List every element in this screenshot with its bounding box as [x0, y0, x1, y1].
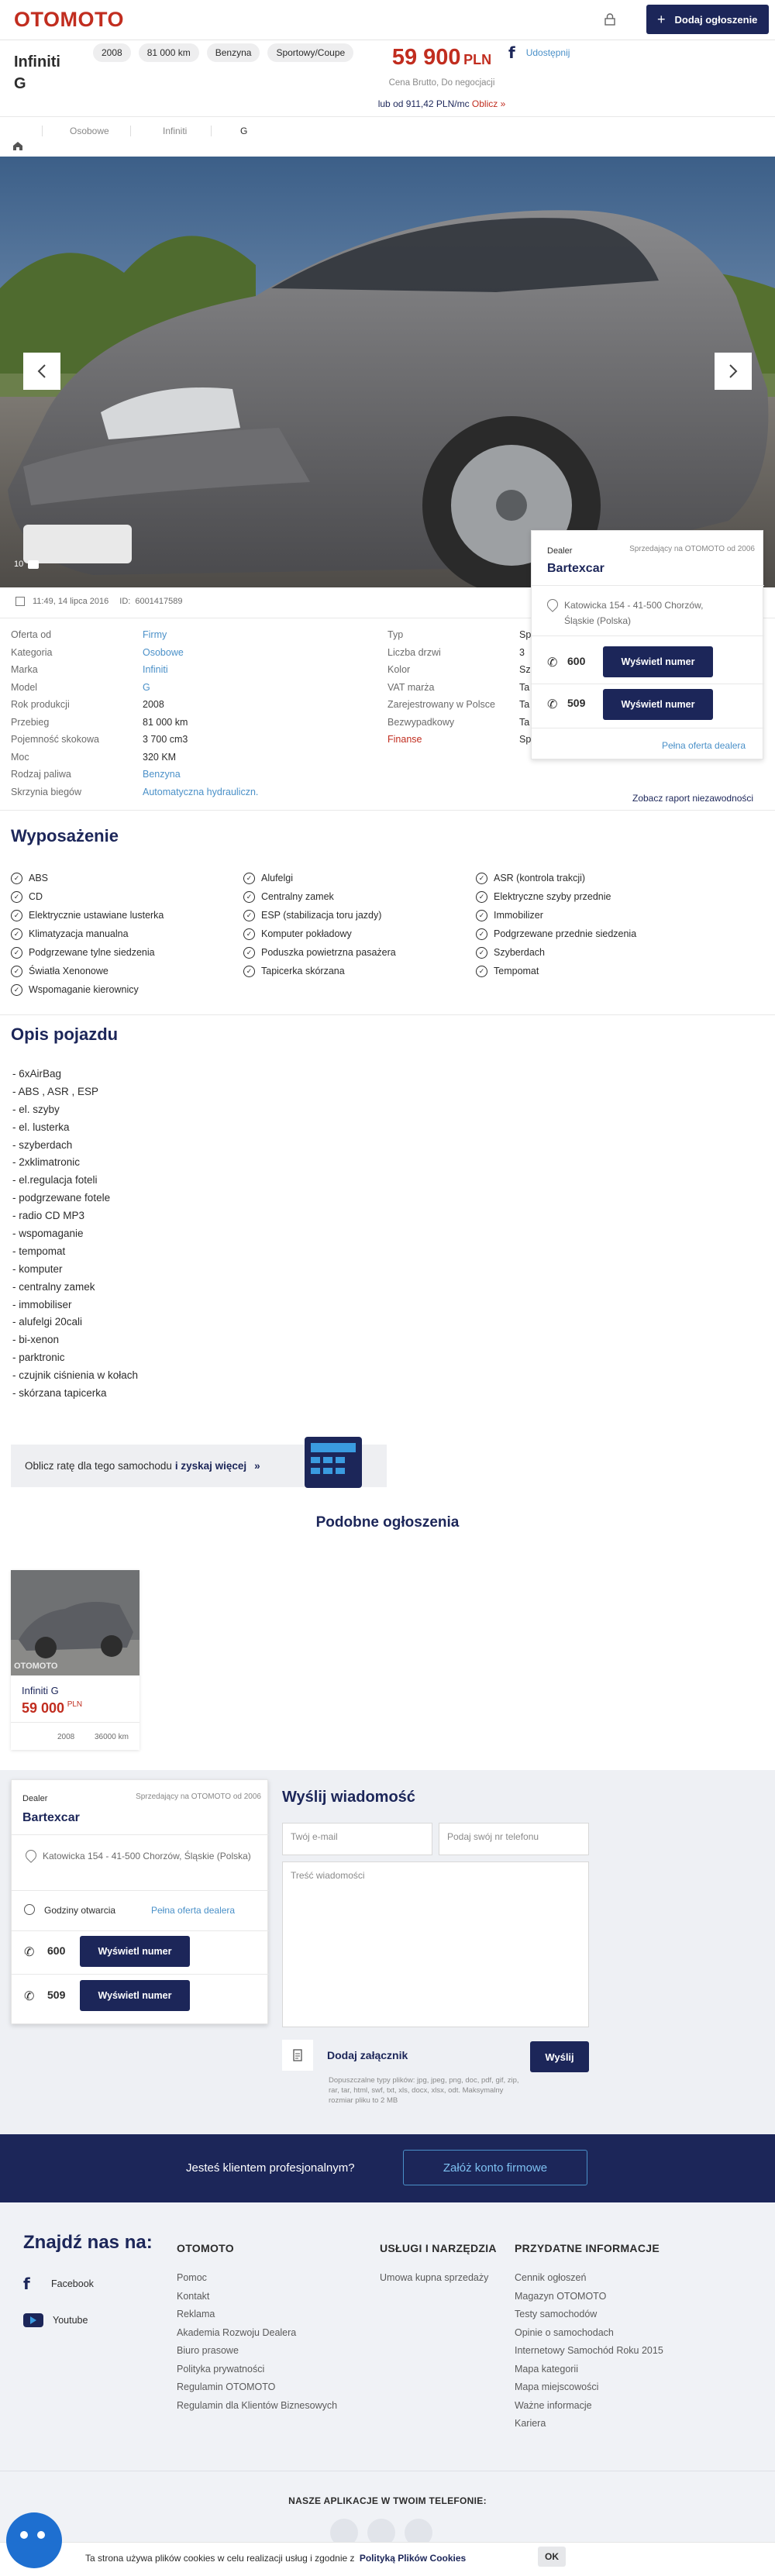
similar-car-photo: [11, 1570, 140, 1675]
footer-link[interactable]: Cennik ogłoszeń: [515, 2272, 587, 2283]
listing-date: 11:49, 14 lipca 2016: [33, 597, 109, 606]
check-icon: ✓: [11, 947, 22, 959]
chip-mileage: 81 000 km: [139, 43, 199, 62]
calendar-icon: [16, 597, 25, 606]
attachment-icon[interactable]: [282, 2040, 313, 2071]
show-number-button[interactable]: Wyświetl numer: [603, 646, 713, 677]
dealer-name[interactable]: Bartexcar: [22, 1811, 80, 1824]
param-value: Sp: [519, 734, 532, 746]
dealer-type: Dealer: [22, 1794, 48, 1803]
footer-link[interactable]: Akademia Rozwoju Dealera: [177, 2326, 297, 2338]
equipment-label: Elektrycznie ustawiane lusterka: [29, 910, 164, 921]
home-icon[interactable]: [12, 141, 23, 153]
cookie-text-line: [85, 2553, 466, 2564]
check-icon: ✓: [476, 928, 487, 940]
facebook-icon: f: [508, 43, 515, 62]
footer-link[interactable]: Umowa kupna sprzedaży: [380, 2272, 489, 2283]
find-us-heading: Znajdź nas na:: [23, 2232, 153, 2253]
listing-id-label: ID:: [119, 597, 131, 606]
youtube-link[interactable]: [23, 2313, 88, 2327]
pro-banner-text: Jesteś klientem profesjonalnym?: [186, 2161, 355, 2175]
price-value: 59 900: [391, 45, 461, 70]
check-icon: ✓: [243, 966, 255, 977]
footer-link[interactable]: Magazyn OTOMOTO: [515, 2290, 607, 2302]
param-value: 81 000 km: [143, 716, 188, 728]
calc-arrow: »: [254, 1460, 260, 1472]
check-icon: ✓: [476, 873, 487, 884]
param-value: Ta: [519, 681, 530, 693]
param-label: Skrzynia biegów: [11, 786, 82, 797]
equipment-heading: Wyposażenie: [11, 826, 119, 845]
check-icon: ✓: [243, 910, 255, 921]
params-right: [388, 626, 535, 749]
description-divider: [0, 1014, 775, 1015]
equipment-item: [476, 887, 701, 906]
listing-meta: [16, 597, 183, 606]
spec-chips: [93, 43, 361, 62]
equipment-item: [11, 943, 236, 962]
pro-account-button[interactable]: Załóż konto firmowe: [403, 2150, 587, 2185]
param-label: Pojemność skokowa: [11, 734, 99, 746]
description-line: - el. lusterka: [12, 1121, 70, 1133]
similar-card[interactable]: [11, 1570, 140, 1750]
share-link[interactable]: [508, 43, 570, 62]
full-offer-link[interactable]: Pełna oferta dealera: [662, 740, 746, 751]
youtube-label: Youtube: [53, 2315, 88, 2326]
param-row: [388, 714, 535, 732]
add-listing-label: Dodaj ogłoszenie: [674, 13, 758, 26]
param-value: 2008: [143, 699, 164, 711]
check-icon: ✓: [476, 947, 487, 959]
dealer-divider: [12, 1930, 269, 1931]
param-row: [11, 644, 352, 662]
param-label: Rok produkcji: [11, 699, 70, 711]
equipment-item: [243, 925, 468, 943]
price: [356, 45, 527, 71]
equipment-label: Szyberdach: [494, 947, 546, 958]
dealer-since: Sprzedający na OTOMOTO od 2006: [629, 545, 755, 553]
pro-banner: [0, 2134, 775, 2202]
message-form-heading: Wyślij wiadomość: [282, 1789, 415, 1806]
reliability-report-link[interactable]: Zobacz raport niezawodności: [632, 793, 754, 804]
dealer-since: Sprzedający na OTOMOTO od 2006: [136, 1793, 261, 1801]
description-line: - parktronic: [12, 1352, 65, 1364]
equipment-label: CD: [29, 891, 43, 902]
param-row: [388, 661, 535, 679]
equipment-item: [476, 906, 701, 925]
param-value[interactable]: Infiniti: [143, 664, 168, 676]
param-value: Ta: [519, 699, 530, 711]
similar-km: 36000 km: [95, 1733, 129, 1741]
footer-link[interactable]: Regulamin OTOMOTO: [177, 2381, 276, 2392]
equipment-item: [476, 869, 701, 887]
param-value[interactable]: G: [143, 681, 150, 693]
dealer-divider: [12, 1974, 269, 1975]
param-row: [11, 661, 352, 679]
location-icon: [545, 597, 560, 612]
breadcrumb-divider: [0, 116, 775, 117]
equipment-label: ASR (kontrola trakcji): [494, 873, 586, 883]
param-label: Moc: [11, 751, 29, 763]
breadcrumb-g[interactable]: G: [240, 126, 248, 136]
equipment-item: [11, 906, 236, 925]
param-row: [388, 644, 535, 662]
description-line: - wspomaganie: [12, 1228, 84, 1240]
description-body: [12, 1068, 477, 1405]
similar-divider: [11, 1722, 140, 1723]
param-value[interactable]: Benzyna: [143, 769, 181, 780]
footer-link[interactable]: Kontakt: [177, 2290, 210, 2302]
footer-col-tools-heading: USŁUGI I NARZĘDZIA: [380, 2242, 497, 2254]
description-line: - 6xAirBag: [12, 1068, 62, 1080]
param-row: [11, 679, 352, 697]
show-number-button[interactable]: Wyświetl numer: [603, 689, 713, 720]
prev-arrow-button[interactable]: [23, 353, 60, 390]
chip-body: Sportowy/Coupe: [267, 43, 353, 62]
equipment-col-3: [476, 869, 701, 980]
facebook-label: Facebook: [51, 2278, 94, 2289]
equipment-item: [243, 887, 468, 906]
check-icon: ✓: [11, 928, 22, 940]
param-value[interactable]: Automatyczna hydrauliczn.: [143, 786, 259, 797]
similar-title: Infiniti G: [22, 1685, 59, 1696]
dealer-divider: [532, 585, 764, 586]
apps-heading: NASZE APLIKACJE W TWOIM TELEFONIE:: [288, 2495, 487, 2506]
param-label: Kolor: [388, 664, 411, 676]
equipment-item: [243, 943, 468, 962]
param-row: [388, 731, 535, 749]
param-value[interactable]: Firmy: [143, 629, 167, 641]
phone-2-prefix: 509: [567, 697, 586, 709]
param-value: Sz: [519, 664, 531, 676]
check-icon: ✓: [243, 928, 255, 940]
email-field[interactable]: Twój e-mail: [282, 1823, 432, 1855]
param-value: 3 700 cm3: [143, 734, 188, 746]
equipment-item: [11, 962, 236, 980]
phone-icon: ✆: [24, 1944, 35, 1959]
description-line: - tempomat: [12, 1245, 66, 1257]
full-offer-link[interactable]: Pełna oferta dealera: [151, 1905, 236, 1916]
equipment-item: [243, 869, 468, 887]
footer-link[interactable]: Mapa kategorii: [515, 2363, 578, 2375]
footer-col-otomoto: [177, 2272, 347, 2418]
cookie-text: Ta strona używa plików cookies w celu realizacji usług i zgodnie z: [85, 2553, 355, 2564]
param-row: [388, 679, 535, 697]
installment-line: [356, 98, 527, 109]
param-row: [11, 714, 352, 732]
param-label: Liczba drzwi: [388, 646, 441, 658]
equipment-label: Podgrzewane przednie siedzenia: [494, 928, 637, 939]
dealer-divider: [532, 635, 764, 636]
param-label: Bezwypadkowy: [388, 716, 455, 728]
equipment-label: Komputer pokładowy: [261, 928, 352, 939]
params-left: [11, 626, 352, 801]
photo-gallery[interactable]: [0, 157, 775, 587]
equipment-label: Centralny zamek: [261, 891, 334, 902]
clock-icon: [24, 1904, 35, 1915]
footer-link[interactable]: Reklama: [177, 2309, 215, 2319]
param-row: [11, 766, 352, 783]
description-line: - podgrzewane fotele: [12, 1192, 111, 1204]
description-line: - ABS , ASR , ESP: [12, 1085, 99, 1097]
breadcrumb-separator: [211, 126, 212, 136]
youtube-icon: [23, 2313, 43, 2327]
param-label: Typ: [388, 629, 404, 641]
description-line: - skórzana tapicerka: [12, 1387, 107, 1400]
location-icon: [23, 1848, 39, 1863]
param-label: Zarejestrowany w Polsce: [388, 699, 495, 711]
footer-col-tools: [380, 2272, 519, 2291]
param-row: [388, 626, 535, 644]
installment-link[interactable]: Oblicz »: [471, 98, 506, 109]
description-heading: Opis pojazdu: [11, 1025, 119, 1044]
photo-count: 10: [14, 560, 24, 569]
check-icon: ✓: [243, 891, 255, 903]
description-line: - centralny zamek: [12, 1280, 95, 1293]
param-row: [11, 696, 352, 714]
phone-icon: ✆: [547, 697, 558, 711]
check-icon: ✓: [243, 873, 255, 884]
param-row: [11, 783, 352, 801]
equipment-divider: [0, 810, 775, 811]
share-label: Udostępnij: [525, 47, 570, 58]
equipment-item: [476, 943, 701, 962]
description-line: - 2xklimatronic: [12, 1156, 81, 1169]
check-icon: ✓: [243, 947, 255, 959]
param-label: Finanse: [388, 734, 422, 746]
footer-link[interactable]: Testy samochodów: [515, 2309, 598, 2319]
check-icon: ✓: [11, 966, 22, 977]
equipment-label: Wspomaganie kierownicy: [29, 984, 139, 995]
equipment-col-1: [11, 869, 236, 999]
add-listing-button[interactable]: [646, 5, 769, 34]
chip-year: 2008: [93, 43, 131, 62]
footer-link[interactable]: Biuro prasowe: [177, 2345, 239, 2356]
equipment-item: [243, 962, 468, 980]
breadcrumb: [0, 124, 775, 155]
description-line: - alufelgi 20cali: [12, 1316, 83, 1328]
equipment-label: ABS: [29, 873, 49, 883]
equipment-label: Immobilizer: [494, 910, 543, 921]
phone-icon: ✆: [24, 1989, 35, 2003]
cookie-ok-button[interactable]: OK: [538, 2547, 566, 2567]
check-icon: ✓: [11, 984, 22, 996]
site-header: [0, 0, 775, 40]
description-line: - szyberdach: [12, 1138, 73, 1151]
footer-link[interactable]: Ważne informacje: [515, 2399, 592, 2411]
attachment-label[interactable]: Dodaj załącznik: [327, 2049, 408, 2061]
description-line: - radio CD MP3: [12, 1210, 85, 1222]
cookie-mascot: [6, 2512, 62, 2568]
phone-field[interactable]: Podaj swój nr telefonu: [439, 1823, 589, 1855]
description-line: - el.regulacja foteli: [12, 1174, 98, 1186]
footer-col-info: [515, 2272, 716, 2437]
opening-hours-link[interactable]: Godziny otwarcia: [44, 1905, 116, 1916]
param-label: Przebieg: [11, 716, 50, 728]
dealer-name[interactable]: Bartexcar: [547, 562, 604, 575]
check-icon: ✓: [11, 891, 22, 903]
param-value: Sp: [519, 629, 532, 641]
calculator-icon: [305, 1437, 362, 1488]
param-label: Marka: [11, 664, 38, 676]
similar-year: 2008: [57, 1733, 75, 1741]
check-icon: ✓: [11, 910, 22, 921]
phone-2-prefix: 509: [47, 1989, 66, 2001]
breadcrumb-infiniti[interactable]: Infiniti: [163, 126, 188, 136]
footer-link[interactable]: Mapa miejscowości: [515, 2381, 599, 2392]
param-label: Model: [11, 681, 38, 693]
equipment-item: [11, 869, 236, 887]
equipment-label: Światła Xenonowe: [29, 966, 108, 976]
attachment-note: Dopuszczalne typy plików: jpg, jpeg, png, doc, pdf, gif, zip, rar, tar, html, swf, txt, xls, docx, xlsx, odt. Maksymalny rozmiar pliku to 2 MB: [329, 2076, 519, 2105]
show-number-button[interactable]: Wyświetl numer: [80, 1936, 190, 1967]
phone-icon: ✆: [547, 655, 558, 670]
footer-link[interactable]: Kariera: [515, 2418, 546, 2429]
equipment-label: Elektryczne szyby przednie: [494, 891, 611, 902]
car-photo: [0, 157, 775, 587]
equipment-label: Podgrzewane tylne siedzenia: [29, 947, 155, 958]
param-value[interactable]: Osobowe: [143, 646, 184, 658]
dealer-divider: [12, 1834, 269, 1835]
contact-dealer-card: [11, 1779, 268, 2024]
cookie-policy-link[interactable]: Polityką Plików Cookies: [359, 2553, 467, 2564]
description-line: - czujnik ciśnienia w kołach: [12, 1369, 139, 1382]
camera-icon: [28, 560, 39, 569]
param-row: [388, 696, 535, 714]
description-line: - immobiliser: [12, 1298, 72, 1310]
footer-link[interactable]: Pomoc: [177, 2272, 207, 2283]
photo-counter: [14, 560, 39, 569]
equipment-item: [11, 925, 236, 943]
dealer-type: Dealer: [547, 546, 573, 556]
footer-link[interactable]: Regulamin dla Klientów Biznesowych: [177, 2399, 338, 2411]
calc-text: Oblicz ratę dla tego samochodu: [25, 1460, 172, 1472]
equipment-label: Alufelgi: [261, 873, 293, 883]
breadcrumb-osobowe[interactable]: Osobowe: [70, 126, 109, 136]
listing-title: Infiniti G: [14, 53, 60, 92]
dealer-card: [531, 530, 763, 759]
listing-id: 6001417589: [135, 597, 183, 606]
equipment-col-2: [243, 869, 468, 980]
param-label: Rodzaj paliwa: [11, 769, 71, 780]
facebook-link[interactable]: [23, 2275, 94, 2293]
footer-link[interactable]: Internetowy Samochód Roku 2015: [515, 2345, 663, 2356]
next-arrow-button[interactable]: [715, 353, 752, 390]
phone-1-prefix: 600: [47, 1944, 66, 1957]
price-block: [356, 45, 527, 109]
dealer-address: Katowicka 154 - 41-500 Chorzów, Śląskie (Polska): [43, 1851, 251, 1861]
footer-col-info-heading: PRZYDATNE INFORMACJE: [515, 2242, 660, 2254]
equipment-item: [476, 925, 701, 943]
similar-watermark: OTOMOTO: [14, 1662, 58, 1671]
check-icon: ✓: [476, 910, 487, 921]
equipment-label: Poduszka powietrzna pasażera: [261, 947, 396, 958]
price-currency: PLN: [463, 52, 492, 67]
price-note: Cena Brutto, Do negocjacji: [388, 78, 495, 88]
message-textarea[interactable]: Treść wiadomości: [282, 1861, 589, 2027]
footer-col-otomoto-heading: OTOMOTO: [177, 2242, 234, 2254]
check-icon: ✓: [11, 873, 22, 884]
check-icon: ✓: [476, 966, 487, 977]
param-label: Oferta od: [11, 629, 52, 641]
param-label: Kategoria: [11, 646, 53, 658]
facebook-icon: f: [23, 2275, 30, 2293]
equipment-label: Tapicerka skórzana: [261, 966, 345, 976]
similar-price-value: 59 000: [22, 1700, 65, 1716]
plus-icon: +: [657, 11, 666, 27]
check-icon: ✓: [476, 891, 487, 903]
equipment-item: [476, 962, 701, 980]
calc-bold: i zyskaj więcej: [174, 1460, 247, 1472]
description-line: - el. szyby: [12, 1103, 60, 1115]
equipment-item: [11, 980, 236, 999]
param-value: 3: [519, 646, 525, 658]
param-label: VAT marża: [388, 681, 435, 693]
chip-fuel: Benzyna: [207, 43, 260, 62]
breadcrumb-separator: [42, 126, 43, 136]
description-line: - komputer: [12, 1262, 63, 1275]
param-row: [11, 749, 352, 766]
site-logo[interactable]: OTOMOTO: [14, 8, 125, 31]
similar-heading: Podobne ogłoszenia: [315, 1514, 460, 1531]
phone-1-prefix: 600: [567, 655, 586, 667]
param-row: [11, 731, 352, 749]
description-line: - bi-xenon: [12, 1334, 60, 1346]
param-row: [11, 626, 352, 644]
footer-link[interactable]: Polityka prywatności: [177, 2363, 265, 2375]
footer-link[interactable]: Opinie o samochodach: [515, 2326, 614, 2338]
equipment-item: [243, 906, 468, 925]
equipment-label: Tempomat: [494, 966, 539, 976]
similar-price-currency: PLN: [67, 1700, 83, 1709]
similar-price: [22, 1700, 82, 1717]
equipment-label: Klimatyzacja manualna: [29, 928, 129, 939]
equipment-label: ESP (stabilizacja toru jazdy): [261, 910, 382, 921]
param-value: Ta: [519, 716, 530, 728]
dealer-address: Katowicka 154 - 41-500 Chorzów, Śląskie (Polska): [564, 600, 704, 626]
lock-icon[interactable]: [601, 11, 618, 28]
breadcrumb-separator: [130, 126, 131, 136]
param-value: 320 KM: [143, 751, 177, 763]
installment-text: lub od 911,42 PLN/mc: [377, 98, 470, 109]
show-number-button[interactable]: Wyświetl numer: [80, 1980, 190, 2011]
send-button[interactable]: Wyślij: [530, 2041, 589, 2072]
dealer-divider: [12, 1890, 269, 1891]
equipment-item: [11, 887, 236, 906]
